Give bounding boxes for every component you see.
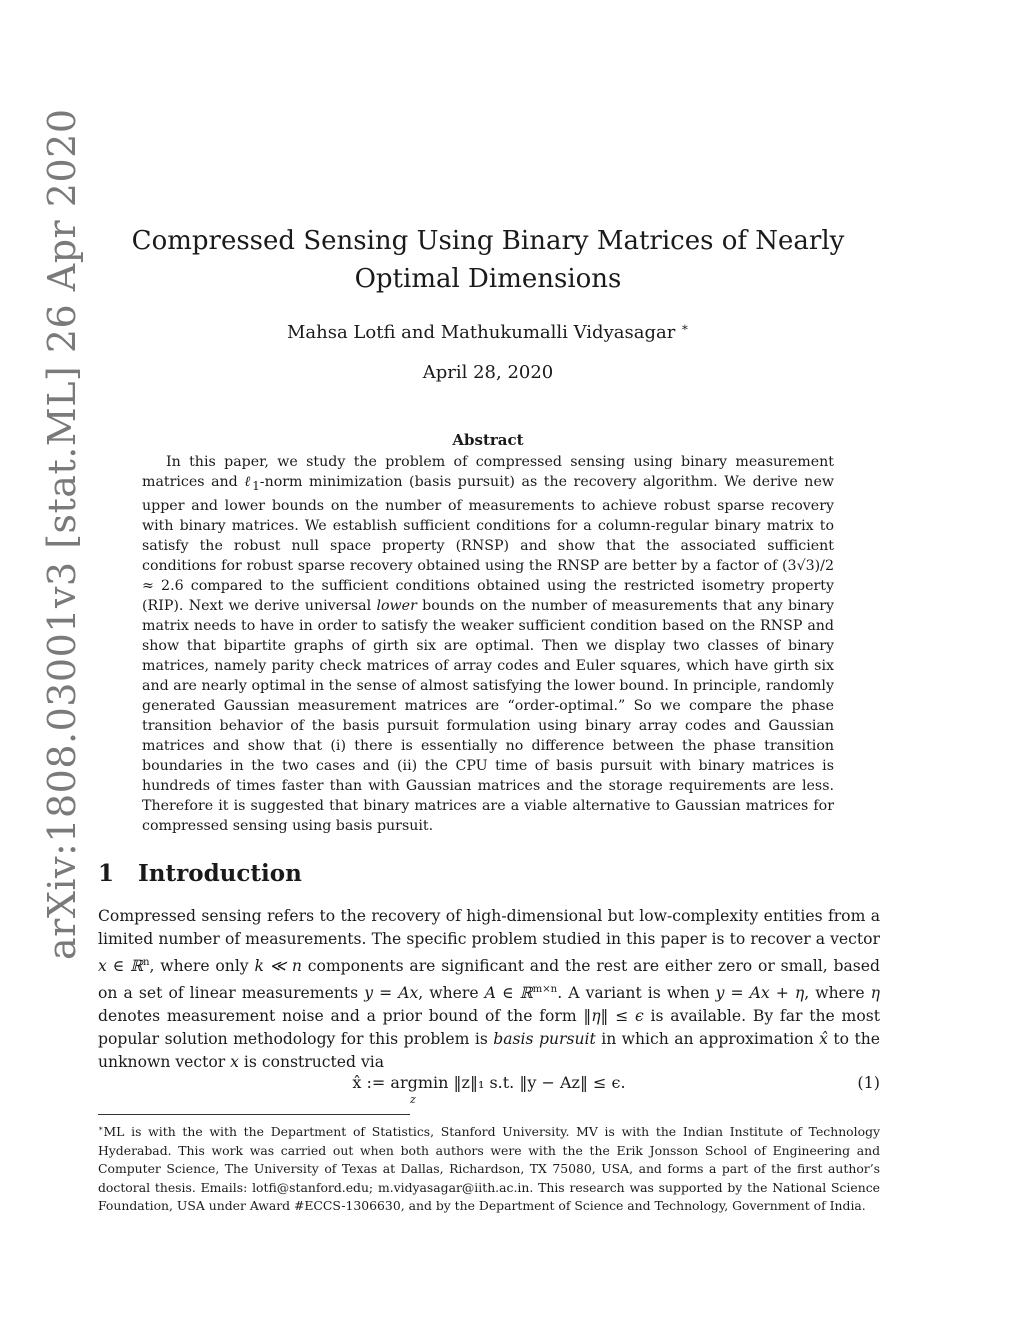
footnote-text: ML is with the with the Department of Statistics, Stanford University. MV is with the Indian Institute of Technology Hyderabad. This work was carried out when both authors were with the the Erik Jonsson School of Engineering and Computer Science, The University of Texas at Dallas, Richardson, TX 75080, USA, and forms a part of the first author’s doctoral thesis. Emails: lotfi@stanford.edu; m.vidyasagar@iith.ac.in. This research was supported by the National Science Foundation, USA under Award #ECCS-1306630, and by the Department of Science and Technology, Government of India. <box>98 1124 880 1214</box>
abstract-body <box>142 452 834 836</box>
section-title: Introduction <box>138 860 302 887</box>
abstract-heading: Abstract <box>452 431 524 449</box>
math-noise-bound: ‖η‖ ≤ ϵ <box>583 1007 644 1026</box>
math-y-eq-ax: y = Ax <box>364 984 419 1003</box>
introduction-paragraph: Compressed sensing refers to the recovery of high-dimensional but low-complexity entities from a limited number of measurements. The specific problem studied in this paper is to recover a vector x ∈ ℝ$^n$, where only k ≪ n components are significant and the rest are either zero or small, based on a set of linear measurements y = Ax, where A ∈ ℝ$^{m\times n}$. A variant is when y = Ax + η, where η denotes measurement noise and a prior bound of the form ‖η‖ ≤ ϵ is available. By far the most popular solution methodology for this problem is basis pursuit in which an approximation x̂ to the unknown vector x is constructed via <box>98 907 881 1072</box>
equation-formula: x̂ := argmin ‖z‖₁ s.t. ‖y − Az‖ ≤ ϵ. <box>352 1073 626 1092</box>
improvement-factor: (3√3)/2 ≈ 2.6 <box>142 557 834 594</box>
argmin-subscript: z <box>410 1093 416 1106</box>
math-a-in-rmn: A ∈ ℝ <box>484 984 533 1003</box>
emphasis-lower: lower <box>376 597 417 614</box>
emphasis-basis-pursuit: basis pursuit <box>493 1030 596 1049</box>
author-footnote-mark: ∗ <box>681 320 689 334</box>
footnote-divider <box>98 1114 410 1115</box>
paper-date: April 28, 2020 <box>422 362 554 383</box>
equation-number: (1) <box>857 1073 880 1092</box>
paper-title: Compressed Sensing Using Binary Matrices of Nearly Optimal Dimensions <box>131 226 845 294</box>
math-x-hat: x̂ <box>819 1030 828 1049</box>
l1-symbol: ℓ <box>244 474 253 490</box>
abstract-paragraph: In this paper, we study the problem of compressed sensing using binary measurement matrices and ℓ$_1$-norm minimization (basis pursuit) as the recovery algorithm. We derive new upper and lower bounds on the number of measurements to achieve robust sparse recovery with binary matrices. We establish sufficient conditions for a column-regular binary matrix to satisfy the robust null space property (RNSP) and show that the associated sufficient conditions for robust sparse recovery obtained using the RNSP are better by a factor of (3√3)/2 ≈ 2.6 compared to the sufficient conditions obtained using the restricted isometry property (RIP). Next we derive universal lower bounds on the number of measurements that any binary matrix needs to have in order to satisfy the weaker sufficient condition based on the RNSP and show that bipartite graphs of girth six are optimal. Then we display two classes of binary matrices, namely parity check matrices of array codes and Euler squares, which have girth six and are nearly optimal in the sense of almost satisfying the lower bound. In principle, randomly generated Gaussian measurement matrices are “order-optimal.” So we compare the phase transition behavior of the basis pursuit formulation using binary array codes and Gaussian matrices and show that (i) there is essentially no difference between the phase transition boundaries in the two cases and (ii) the CPU time of basis pursuit with binary matrices is hundreds of times faster than with Gaussian matrices and the storage requirements are less. Therefore it is suggested that binary matrices are a viable alternative to Gaussian matrices for compressed sensing using basis pursuit. <box>142 454 834 834</box>
author-names: Mahsa Lotfi and Mathukumalli Vidyasagar <box>286 322 676 343</box>
arxiv-identifier: arXiv:1808.03001v3 [stat.ML] 26 Apr 2020 <box>40 108 84 960</box>
equation-1 <box>98 1073 880 1106</box>
math-x: x <box>230 1053 239 1072</box>
paper-authors <box>98 320 878 343</box>
math-eta: η <box>870 984 880 1003</box>
footnote-mark: ∗ <box>98 1124 104 1133</box>
section-number: 1 <box>98 860 115 887</box>
footnote <box>98 1120 880 1216</box>
math-x-in-rn: x ∈ ℝ <box>98 957 143 976</box>
math-y-eq-ax-eta: y = Ax + η <box>715 984 805 1003</box>
section-heading-introduction <box>98 860 302 887</box>
math-k-ll-n: k ≪ n <box>254 957 302 976</box>
l1-subscript: 1 <box>252 478 260 493</box>
